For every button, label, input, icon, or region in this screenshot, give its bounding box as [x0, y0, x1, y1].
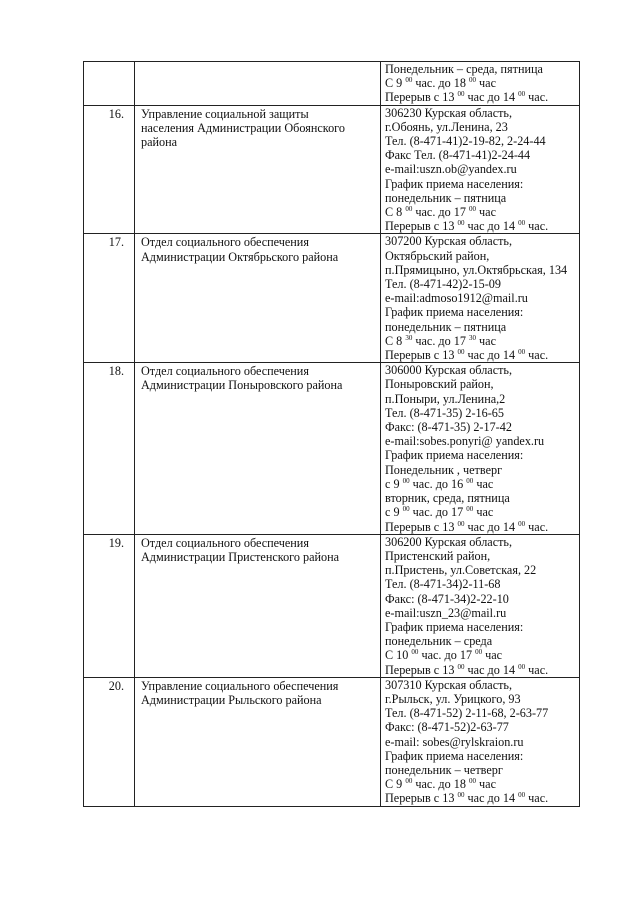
organization-name-line: Отдел социального обеспечения	[141, 364, 309, 379]
organization-name-line: Отдел социального обеспечения	[141, 535, 309, 550]
contact-info-line: 307310 Курская область,	[385, 677, 513, 692]
contact-info-line: п.Поныри, ул.Ленина,2	[385, 391, 506, 406]
contact-info-line: 306230 Курская область,	[385, 105, 513, 120]
contact-info-line: Поныровский район,	[385, 377, 494, 392]
contact-info-line: График приема населения:	[385, 448, 524, 463]
contact-info-line: График приема населения:	[385, 305, 524, 320]
row-number-cell: 17.	[84, 234, 135, 363]
contact-info-line: 306200 Курская область,	[385, 534, 513, 549]
organization-name-cell	[135, 105, 381, 234]
organization-name-line: Администрации Рыльского района	[141, 692, 322, 707]
contact-info-line: 307200 Курская область,	[385, 234, 513, 249]
contact-info-line: e-mail:admoso1912@mail.ru	[385, 291, 528, 306]
contact-info-line: Понедельник , четверг	[385, 462, 503, 477]
contact-info-line: понедельник – четверг	[385, 762, 503, 777]
table-row	[84, 534, 580, 677]
contact-info-line: С 8 $^{00}$ час. до 17 $^{00}$ час	[385, 205, 496, 220]
contact-info-line: понедельник – среда	[385, 634, 493, 649]
contact-info-line: 306000 Курская область,	[385, 363, 513, 378]
contact-info-cell	[381, 234, 580, 363]
social-services-table	[83, 61, 580, 807]
organization-name-cell	[135, 62, 381, 106]
organization-name-line: Администрации Октябрьского района	[141, 249, 339, 264]
contact-info-line: С 9 $^{00}$ час. до 18 $^{00}$ час	[385, 777, 496, 792]
contact-info-line: п.Прямицыно, ул.Октябрьская, 134	[385, 262, 568, 277]
contact-info-line: С 8 $^{30}$ час. до 17 $^{30}$ час	[385, 333, 496, 348]
contact-info-line: Пристенский район,	[385, 548, 491, 563]
organization-name-cell	[135, 677, 381, 806]
contact-info-cell	[381, 363, 580, 534]
contact-info-line: Перерыв с 13 $^{00}$ час до 14 $^{00}$ час.	[385, 219, 549, 234]
contact-info-line: Перерыв с 13 $^{00}$ час до 14 $^{00}$ час.	[385, 519, 549, 534]
contact-info-cell	[381, 534, 580, 677]
contact-info-line: Факс Тел. (8-471-41)2-24-44	[385, 148, 531, 163]
organization-name-line: населения Администрации Обоянского	[141, 120, 345, 135]
row-number-cell	[84, 62, 135, 106]
organization-name-line: Управление социального обеспечения	[141, 678, 339, 693]
contact-info-line: Тел. (8-471-35) 2-16-65	[385, 405, 504, 420]
contact-info-line: Тел. (8-471-41)2-19-82, 2-24-44	[385, 134, 546, 149]
contact-info-line: Факс: (8-471-35) 2-17-42	[385, 420, 512, 435]
contact-info-line: понедельник – пятница	[385, 319, 507, 334]
contact-info-line: с 9 $^{00}$ час. до 17 $^{00}$ час	[385, 505, 494, 520]
contact-info-line: г.Обоянь, ул.Ленина, 23	[385, 119, 508, 134]
table-row	[84, 234, 580, 363]
table-row	[84, 363, 580, 534]
contact-info-cell	[381, 62, 580, 106]
table-row	[84, 62, 580, 106]
contact-info-line: e-mail: sobes@rylskraion.ru	[385, 734, 524, 749]
contact-info-line: Перерыв с 13 $^{00}$ час до 14 $^{00}$ час.	[385, 90, 549, 105]
organization-name-line: Администрации Пристенского района	[141, 549, 340, 564]
organization-name-line: Администрации Поныровского района	[141, 378, 343, 393]
contact-info-line: e-mail:sobes.ponyri@ yandex.ru	[385, 434, 545, 449]
contact-info-line: п.Пристень, ул.Советская, 22	[385, 563, 537, 578]
contact-info-line: График приема населения:	[385, 176, 524, 191]
table-row	[84, 677, 580, 806]
contact-info-line: Перерыв с 13 $^{00}$ час до 14 $^{00}$ час.	[385, 348, 549, 363]
contact-info-line: г.Рыльск, ул. Урицкого, 93	[385, 691, 521, 706]
contact-info-line: Перерыв с 13 $^{00}$ час до 14 $^{00}$ час.	[385, 662, 549, 677]
contact-info-line: понедельник – пятница	[385, 190, 507, 205]
contact-info-line: Понедельник – среда, пятница	[385, 62, 543, 76]
organization-name-line: Отдел социального обеспечения	[141, 235, 309, 250]
organization-name-line: Управление социальной защиты	[141, 106, 309, 121]
contact-info-line: Тел. (8-471-34)2-11-68	[385, 577, 501, 592]
contact-info-line: Перерыв с 13 $^{00}$ час до 14 $^{00}$ час.	[385, 791, 549, 806]
row-number-cell: 19.	[84, 534, 135, 677]
contact-info-line: вторник, среда, пятница	[385, 491, 510, 506]
row-number-cell: 18.	[84, 363, 135, 534]
table-body	[84, 62, 580, 807]
contact-info-line: с 9 $^{00}$ час. до 16 $^{00}$ час	[385, 476, 494, 491]
row-number-cell: 20.	[84, 677, 135, 806]
contact-info-cell	[381, 105, 580, 234]
organization-name-cell	[135, 234, 381, 363]
contact-info-line: e-mail:uszn.ob@yandex.ru	[385, 162, 517, 177]
contact-info-line: График приема населения:	[385, 748, 524, 763]
contact-info-line: С 10 $^{00}$ час. до 17 $^{00}$ час	[385, 648, 503, 663]
row-number-cell: 16.	[84, 105, 135, 234]
organization-name-cell	[135, 363, 381, 534]
contact-info-line: Факс: (8-471-52)2-63-77	[385, 720, 509, 735]
contact-info-line: Октябрьский район,	[385, 248, 490, 263]
contact-info-line: Тел. (8-471-52) 2-11-68, 2-63-77	[385, 706, 549, 721]
contact-info-line: e-mail:uszn_23@mail.ru	[385, 605, 507, 620]
contact-info-line: График приема населения:	[385, 619, 524, 634]
contact-info-line: Тел. (8-471-42)2-15-09	[385, 277, 501, 292]
contact-info-line: Факс: (8-471-34)2-22-10	[385, 591, 509, 606]
organization-name-cell	[135, 534, 381, 677]
contact-info-cell	[381, 677, 580, 806]
organization-name-line: района	[141, 135, 178, 150]
table-row	[84, 105, 580, 234]
contact-info-line: С 9 $^{00}$ час. до 18 $^{00}$ час	[385, 76, 496, 91]
